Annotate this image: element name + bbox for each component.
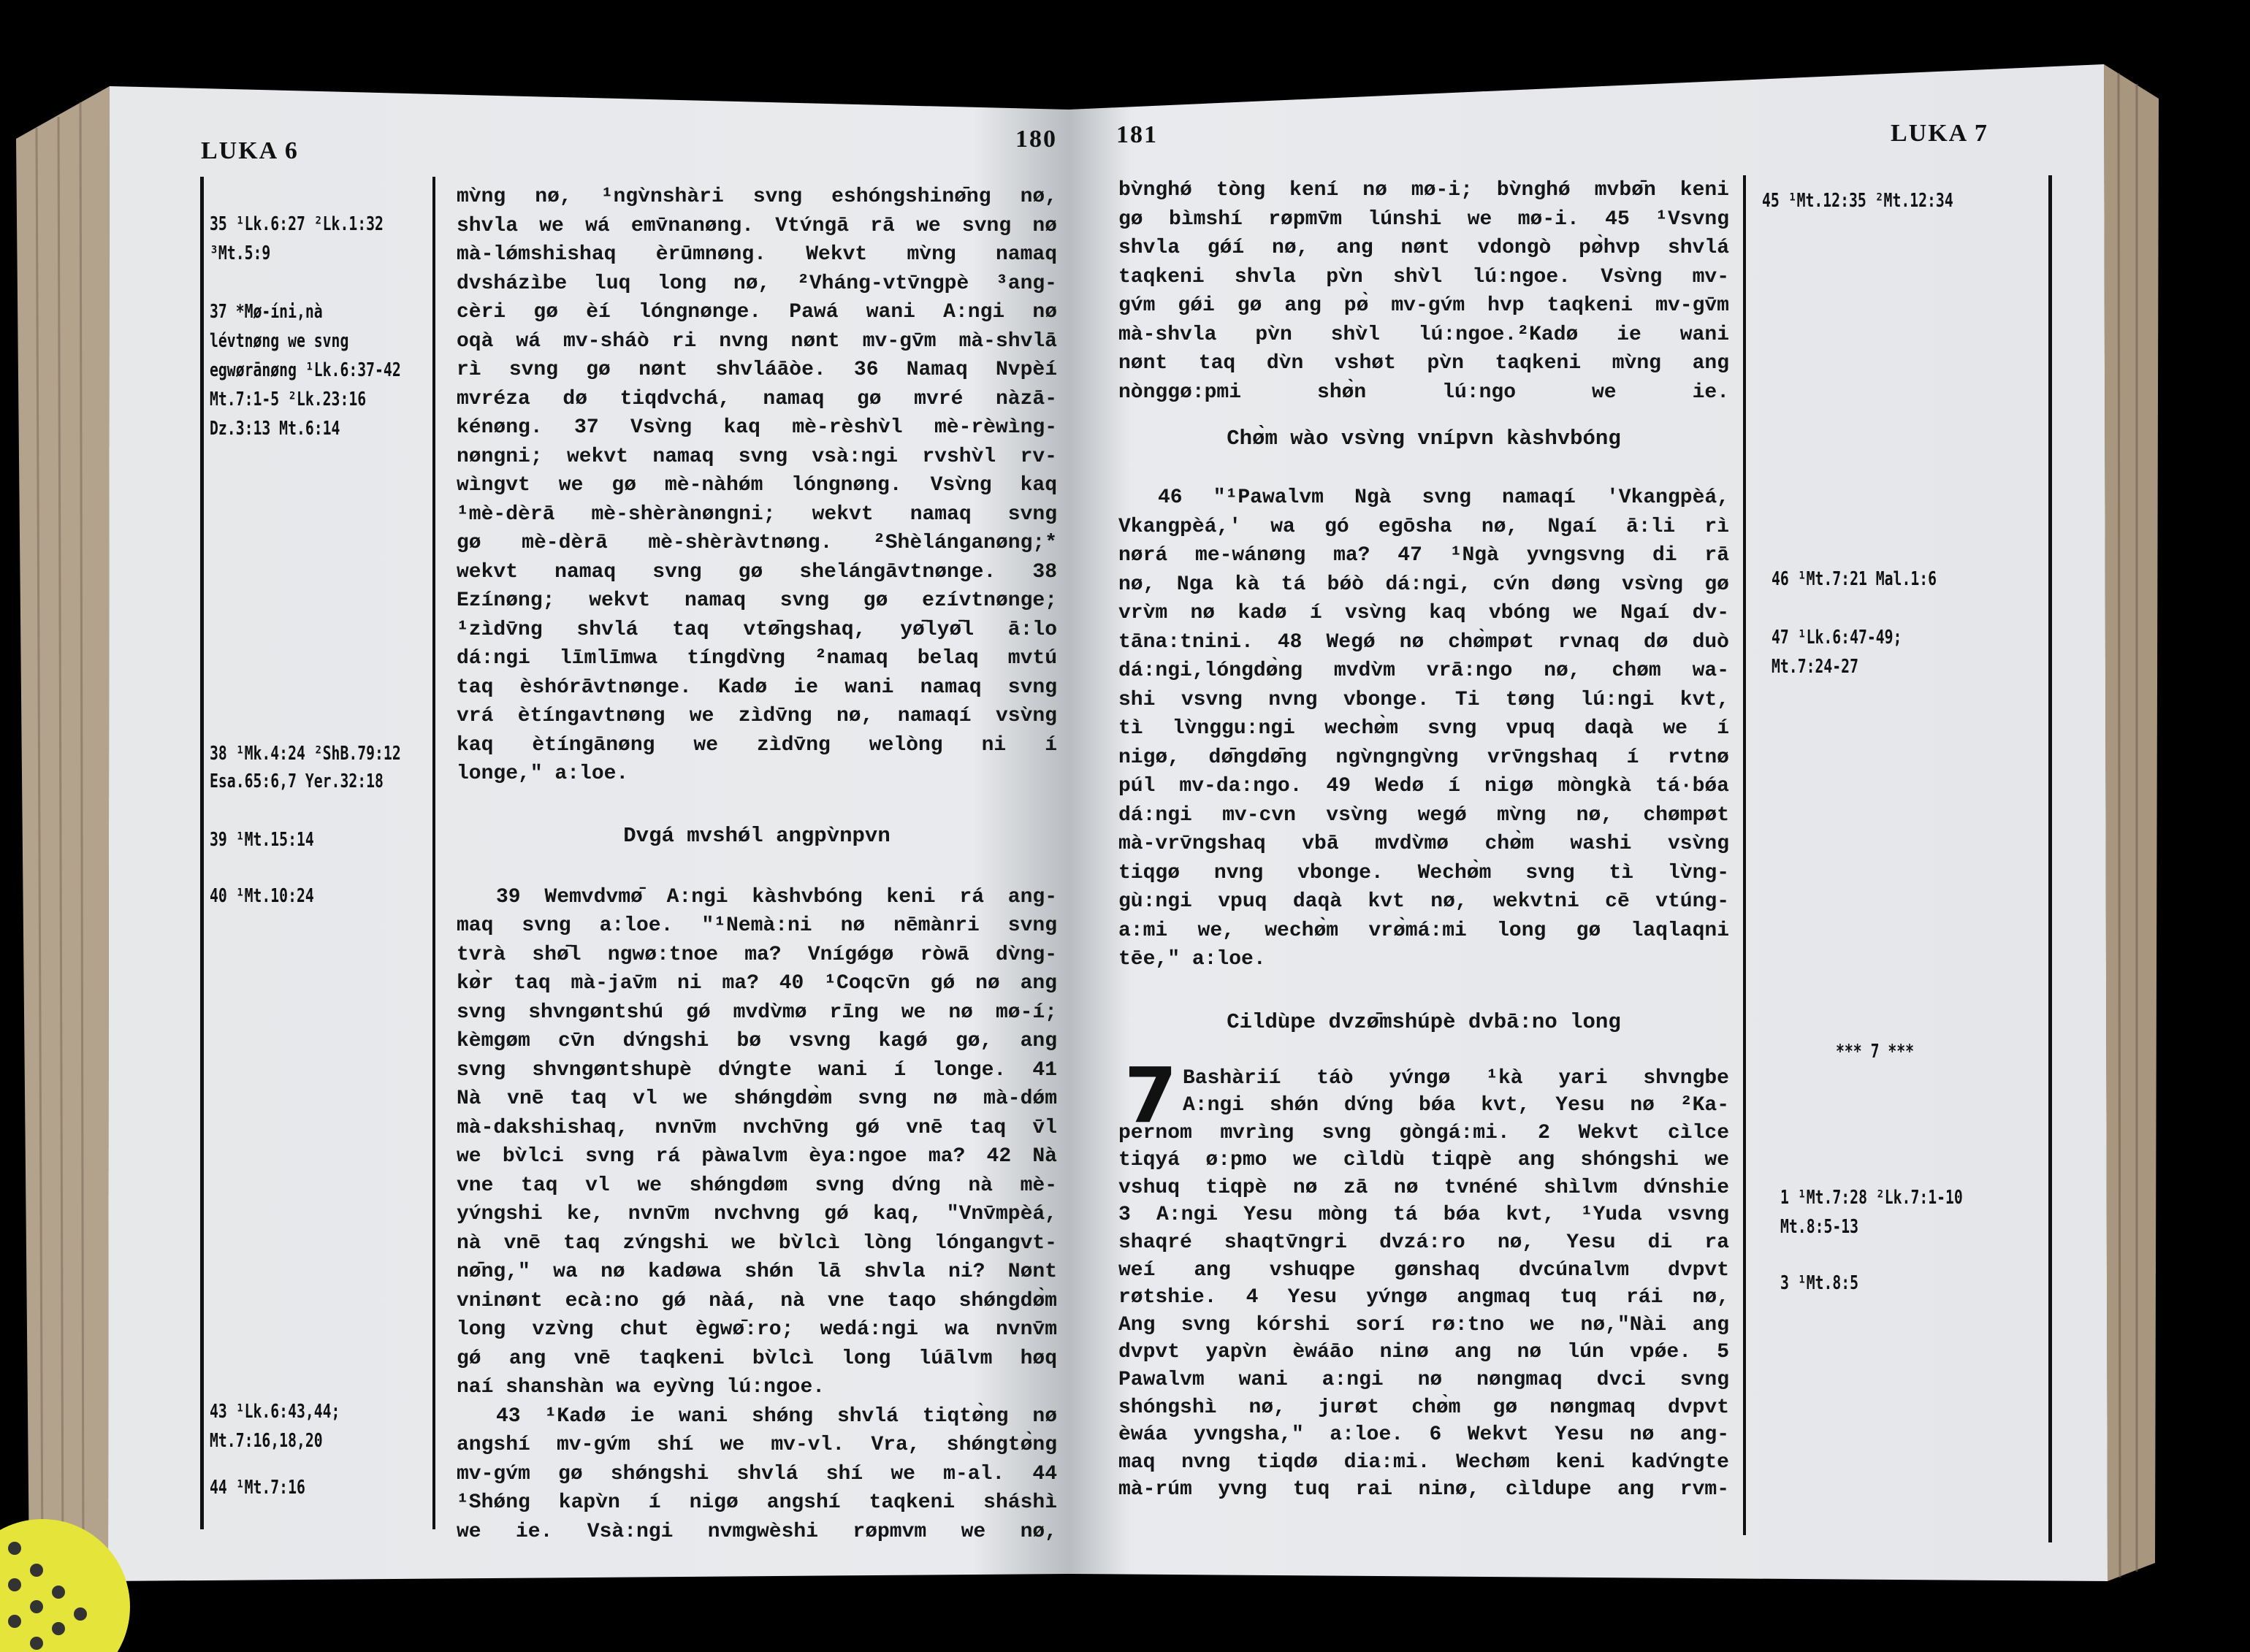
text-line: longe," a:loe. bbox=[457, 762, 629, 785]
text-line: tiqgø nvng vbonge. Wechø̀m svng tì lv̀ng- bbox=[1118, 861, 1729, 884]
text-line: dá:ngi,lóngdø̀ng mvdv̀m vrā:ngo nø, chøm wa- bbox=[1118, 659, 1729, 682]
page-number-left: 180 bbox=[1015, 126, 1057, 153]
paragraph bbox=[1118, 483, 1729, 974]
text-line: maq nvng tiqdø dia:mi. Wechøm keni kadv́ngte bbox=[1118, 1450, 1729, 1474]
text-line: vninønt ecà:no gǿ nàá, nà vne taqo shǿngdø̀m bbox=[457, 1289, 1057, 1312]
text-line: ¹Shǿng kapv̀n í nigø angshí taqkeni sháshì bbox=[457, 1491, 1057, 1514]
cross-reference: 1 ¹Mt.7:28 ²Lk.7:1-10 bbox=[1780, 1187, 1963, 1209]
text-line: maq svng a:loe. "¹Nemà:ni nø nēmànri svng bbox=[457, 914, 1057, 937]
text-line: dvpvt yapv̀n èwáāo ninø ang nø lún vpǿe. 5 bbox=[1118, 1341, 1729, 1364]
text-line: we ie. Vsà:ngi nvmgwèshi røpmvm we nø, bbox=[457, 1520, 1057, 1543]
chapter-marker: *** 7 *** bbox=[1836, 1041, 1915, 1063]
text-line: a:mi we, wechø̀m vrø̀má:mi long gø laqlaqni bbox=[1118, 919, 1729, 942]
text-line: shi vsvng nvng vbonge. Ti tøng lú:ngi kvt, bbox=[1118, 688, 1729, 711]
text-line: Vkangpèá,' wa gó egōsha nø, Ngaí ā:li rì bbox=[1118, 515, 1729, 538]
text-line: gù:ngi vpuq daqà kvt nø, wekvtni cē vtúng- bbox=[1118, 890, 1729, 913]
text-line: pernom mvrìng svng gòngá:mi. 2 Wekvt cìlce bbox=[1118, 1121, 1729, 1144]
text-line: nà vnē taq zv́ngshi we bv̀lcì lòng lóngangvt- bbox=[457, 1231, 1057, 1255]
cross-reference: 45 ¹Mt.12:35 ²Mt.12:34 bbox=[1762, 190, 1953, 212]
text-line: naí shanshàn wa eyv̀ng lú:ngoe. bbox=[457, 1376, 825, 1399]
cross-reference: lévtnøng we svng bbox=[210, 330, 349, 352]
text-line: vrá ètíngavtnøng we zìdv̄ng nø, namaqí vsv̀ng bbox=[457, 705, 1057, 727]
text-line: 3 A:ngi Yesu mòng tá bǿa kvt, ¹Yuda vsvng bbox=[1118, 1204, 1729, 1227]
paragraph bbox=[457, 183, 1057, 789]
text-line: nø, Nga kà tá bǿò dá:ngi, cv́n døng vsv̀ng gø bbox=[1118, 573, 1729, 596]
text-line: svng shvngøntshupè dv́ngte wani í longe. 41 bbox=[457, 1058, 1057, 1082]
text-line: taq èshórāvtnønge. Kadø ie wani namaq svng bbox=[457, 676, 1057, 699]
text-line: we bv̀lci svng rá pàwalvm èya:ngoe ma? 42 Nà bbox=[457, 1145, 1057, 1168]
paragraph bbox=[457, 883, 1057, 1402]
text-line: dá:ngi līmlīmwa tíngdv̀ng ²namaq belaq mvtú bbox=[457, 647, 1057, 670]
text-line: mvréza dø tiqdvchá, namaq gø mvré nàzā- bbox=[457, 387, 1057, 410]
text-line: weí ang vshuqpe gønshaq dvcúnalvm dvpvt bbox=[1118, 1258, 1729, 1282]
text-line: shaqré shaqtv̄ngri dvzá:ro nø, Yesu di ra bbox=[1118, 1231, 1729, 1255]
cross-reference: 44 ¹Mt.7:16 bbox=[210, 1477, 305, 1499]
column-rule bbox=[200, 177, 204, 1529]
text-line: ¹mè-dèrā mè-shèrànøngni; wekvt namaq svng bbox=[457, 502, 1057, 526]
text-line: mà-vrv̄ngshaq vbā mvdv̀mø chø̀m washi vsv̀ng bbox=[1118, 833, 1729, 855]
text-line: kénøng. 37 Vsv̀ng kaq mè-rèshv̀l mè-rèwìng- bbox=[457, 416, 1057, 439]
chapter-number-dropcap: 7 bbox=[1124, 1050, 1178, 1140]
text-line: gǿ ang vnē taqkeni bv̀lcì long lúālvm høq bbox=[457, 1347, 1057, 1370]
text-line: dvsházìbe luq long nø, ²Vháng-vtv̄ngpè ³ang- bbox=[457, 272, 1057, 295]
paragraph bbox=[457, 1402, 1057, 1547]
cross-reference: 35 ¹Lk.6:27 ²Lk.1:32 bbox=[210, 213, 384, 235]
text-line: kø̀r taq mà-jav̄m ni ma? 40 ¹Coqcv̄n gǿ nø ang bbox=[457, 972, 1057, 995]
text-line: wekvt namaq svng gø shelángāvtnønge. 38 bbox=[457, 560, 1057, 584]
running-head-right: LUKA 7 bbox=[1891, 120, 1988, 147]
cross-reference: 46 ¹Mt.7:21 Mal.1:6 bbox=[1772, 568, 1937, 590]
text-line: yv́ngshi ke, nvnv̄m nvchvng gǿ kaq, "Vnv̄mpèá, bbox=[457, 1203, 1057, 1225]
text-line: røtshie. 4 Yesu yv́ngø angmaq tuq rái nø, bbox=[1118, 1286, 1729, 1309]
main-text-column-left bbox=[457, 183, 1057, 1546]
text-line: Ezínøng; wekvt namaq svng gø ezívtnønge; bbox=[457, 589, 1057, 612]
text-line: gø bìmshí røpmv̄m lúnshi we mø-i. 45 ¹Vsvng bbox=[1118, 207, 1729, 231]
text-line: A:ngi shǿn dv́ng bǿa kvt, Yesu nø ²Ka- bbox=[1183, 1094, 1729, 1117]
cross-reference: 38 ¹Mk.4:24 ²ShB.79:12 bbox=[210, 743, 401, 765]
cross-reference: 3 ¹Mt.8:5 bbox=[1780, 1272, 1859, 1294]
chapter-paragraph bbox=[1118, 1050, 1729, 1504]
text-line: nø̄ng," wa nø kadøwa shǿn lā shvla ni? Nønt bbox=[457, 1261, 1057, 1283]
text-line: dá:ngi mv-cvn vsv̀ng wegǿ mv̀ng nø, chømpøt bbox=[1118, 803, 1729, 827]
text-line: mv̀ng nø, ¹ngv̀nshàri svng eshóngshinø̄ng nø, bbox=[457, 186, 1057, 208]
cross-reference: 47 ¹Lk.6:47-49; bbox=[1772, 627, 1902, 649]
text-line: svng shvngøntshú gǿ mvdv̀mø rīng we nø mø-í; bbox=[457, 1001, 1057, 1024]
text-line: 39 Wemvdvmø̄ A:ngi kàshvbóng keni rá ang- bbox=[496, 885, 1057, 909]
cross-reference: ³Mt.5:9 bbox=[210, 242, 271, 264]
text-line: nørá me-wánøng ma? 47 ¹Ngà yvngsvng di rā bbox=[1118, 544, 1729, 567]
text-line: long vzv̀ng chut ègwø̄:ro; wedá:ngi wa nvnv̄m bbox=[457, 1318, 1057, 1341]
text-line: rì svng gø nønt shvláāòe. 36 Namaq Nvpèí bbox=[457, 359, 1057, 381]
text-line: Bashàrií táò yv́ngø ¹kà yari shvngbe bbox=[1183, 1066, 1729, 1090]
text-line: taqkeni shvla pv̀n shv̀l lú:ngoe. Vsv̀ng mv- bbox=[1118, 265, 1729, 288]
cross-reference: Mt.7:1-5 ²Lk.23:16 bbox=[210, 389, 367, 410]
running-head-left: LUKA 6 bbox=[201, 137, 299, 164]
section-heading: Dvgá mvshǿl angpv̀npvn bbox=[623, 823, 891, 848]
text-line: mà-rúm yvng tuq rai ninø, cìldupe ang rvm- bbox=[1118, 1478, 1729, 1502]
cross-reference: 39 ¹Mt.15:14 bbox=[210, 829, 314, 851]
text-line: tiqyá ø:pmo we cìldù tiqpè ang shóngshi we bbox=[1118, 1149, 1729, 1172]
text-line: kèmgøm cv̄n dv́ngshi bø vsvng kagǿ gø, ang bbox=[457, 1030, 1057, 1052]
text-line: wìngvt we gø mè-nàhǿm lóngnøng. Vsv̀ng kaq bbox=[457, 474, 1057, 497]
text-line: tēe," a:loe. bbox=[1118, 948, 1266, 971]
paragraph bbox=[1118, 176, 1729, 407]
text-line: ¹zìdv̄ng shvlá taq vtø̄ngshaq, yø̄lyø̄l ā:lo bbox=[457, 618, 1057, 641]
right-page-edges bbox=[2104, 64, 2159, 1581]
text-line: tì lv̀nggu:ngi wechø̀m svng vpuq daqà we í bbox=[1118, 717, 1729, 740]
text-line: shvla we wá emv̄nanøng. Vtv́ngā rā we svng nø bbox=[457, 214, 1057, 237]
section-heading: Cildùpe dvzø̄mshúpè dvbā:no long bbox=[1227, 1009, 1621, 1034]
column-rule bbox=[2048, 175, 2052, 1542]
column-rule bbox=[1743, 175, 1746, 1535]
text-line: cèri gø èí lóngnønge. Pawá wani A:ngi nø bbox=[457, 301, 1057, 324]
text-line: vne taq vl we shǿngdøm svng dv́ng nà mè- bbox=[457, 1174, 1057, 1197]
cross-reference: 43 ¹Lk.6:43,44; bbox=[210, 1401, 340, 1423]
text-line: mà-lǿmshishaq èrūmnøng. Wekvt mv̀ng namaq bbox=[457, 243, 1057, 266]
text-line: mv-gv́m gø shǿngshi shvlá shí we m-al. 44 bbox=[457, 1462, 1057, 1485]
text-line: nønt taq dv̀n vshøt pv̀n taqkeni mv̀ng ang bbox=[1118, 352, 1729, 375]
cross-reference: 37 *Mø-íni,nà bbox=[210, 301, 323, 323]
text-line: 43 ¹Kadø ie wani shǿng shvlá tiqtø̀ng nø bbox=[496, 1404, 1057, 1428]
text-line: Ang svng kórshi sorí rø:tno we nø,"Nài ang bbox=[1118, 1313, 1729, 1336]
text-line: Nà vnē taq vl we shǿngdø̀m svng nø mà-dǿm bbox=[457, 1087, 1057, 1110]
text-line: bv̀nghǿ tòng kení nø mø-i; bv̀nghǿ mvbø̄n keni bbox=[1118, 179, 1729, 202]
cross-reference: 40 ¹Mt.10:24 bbox=[210, 885, 314, 907]
text-line: Pawalvm wani a:ngi nø nøngmaq dvci svng bbox=[1118, 1369, 1729, 1392]
text-line: nònggø:pmi shø̀n lú:ngo we ie. bbox=[1118, 381, 1729, 404]
text-line: nøngni; wekvt namaq svng vsà:ngi rvshv̀l rv- bbox=[457, 445, 1057, 468]
cross-reference: Mt.7:24-27 bbox=[1772, 656, 1858, 678]
text-line: mà-dakshishaq, nvnv̄m nvchv̄ng gǿ vnē taq v̄l bbox=[457, 1116, 1057, 1139]
text-line: tvrà shø̄l ngwø:tnoe ma? Vnígǿgø ròwā dv̀ng- bbox=[457, 943, 1057, 966]
text-line: shvla gǿí nø, ang nønt vdongò pø̀hvp shvlá bbox=[1118, 237, 1729, 259]
text-line: shóngshì nø, jurøt chø̀m gø nøngmaq dvpvt bbox=[1118, 1396, 1729, 1419]
text-line: èwáa yvngsha," a:loe. 6 Wekvt Yesu nø ang- bbox=[1118, 1423, 1729, 1447]
text-line: kaq ètíngānøng we zìdv̄ng welòng ni í bbox=[457, 733, 1057, 757]
cross-reference: Esa.65:6,7 Yer.32:18 bbox=[210, 770, 384, 792]
text-line: gv́m gǿi gø ang pø̀ mv-gv́m hvp taqkeni mv-gv̄m bbox=[1118, 294, 1729, 317]
column-rule bbox=[432, 177, 435, 1529]
text-line: vshuq tiqpè nø zā nø tvnéné shìlvm dv́nshie bbox=[1118, 1176, 1729, 1199]
cross-reference: Mt.7:16,18,20 bbox=[210, 1430, 323, 1452]
text-line: angshí mv-gv́m shí we mv-vl. Vra, shǿngtø̀ng bbox=[457, 1434, 1057, 1456]
section-heading: Chø̀m wào vsv̀ng vnípvn kàshvbóng bbox=[1227, 427, 1621, 451]
text-line: tāna:tnini. 48 Wegǿ nø chø̀mpøt rvnaq dø duò bbox=[1118, 630, 1729, 654]
cross-reference: egwørānøng ¹Lk.6:37-42 bbox=[210, 359, 401, 381]
text-line: nigø, dø̄ngdø̄ng ngv̀ngngv̀ng vrv̄ngshaq í rvtnø bbox=[1118, 746, 1729, 769]
cross-reference: Mt.8:5-13 bbox=[1780, 1216, 1859, 1238]
page-number-right: 181 bbox=[1116, 121, 1158, 148]
cross-reference: Dz.3:13 Mt.6:14 bbox=[210, 418, 340, 440]
text-line: mà-shvla pv̀n shv̀l lú:ngoe.²Kadø ie wani bbox=[1118, 323, 1729, 346]
text-line: púl mv-da:ngo. 49 Wedø í nigø mòngkà tá·bǿa bbox=[1118, 775, 1729, 798]
main-text-column-right bbox=[1118, 176, 1729, 1504]
text-line: gø mè-dèrā mè-shèràvtnøng. ²Shèlánganøng;* bbox=[457, 532, 1057, 554]
text-line: 46 "¹Pawalvm Ngà svng namaqí 'Vkangpèá, bbox=[1158, 486, 1729, 509]
text-line: vrv̀m nø kadø í vsv̀ng kaq vbóng we Ngaí dv- bbox=[1118, 602, 1729, 624]
text-line: oqà wá mv-sháò ri nvng nønt mv-gv̄m mà-shvlā bbox=[457, 329, 1057, 353]
